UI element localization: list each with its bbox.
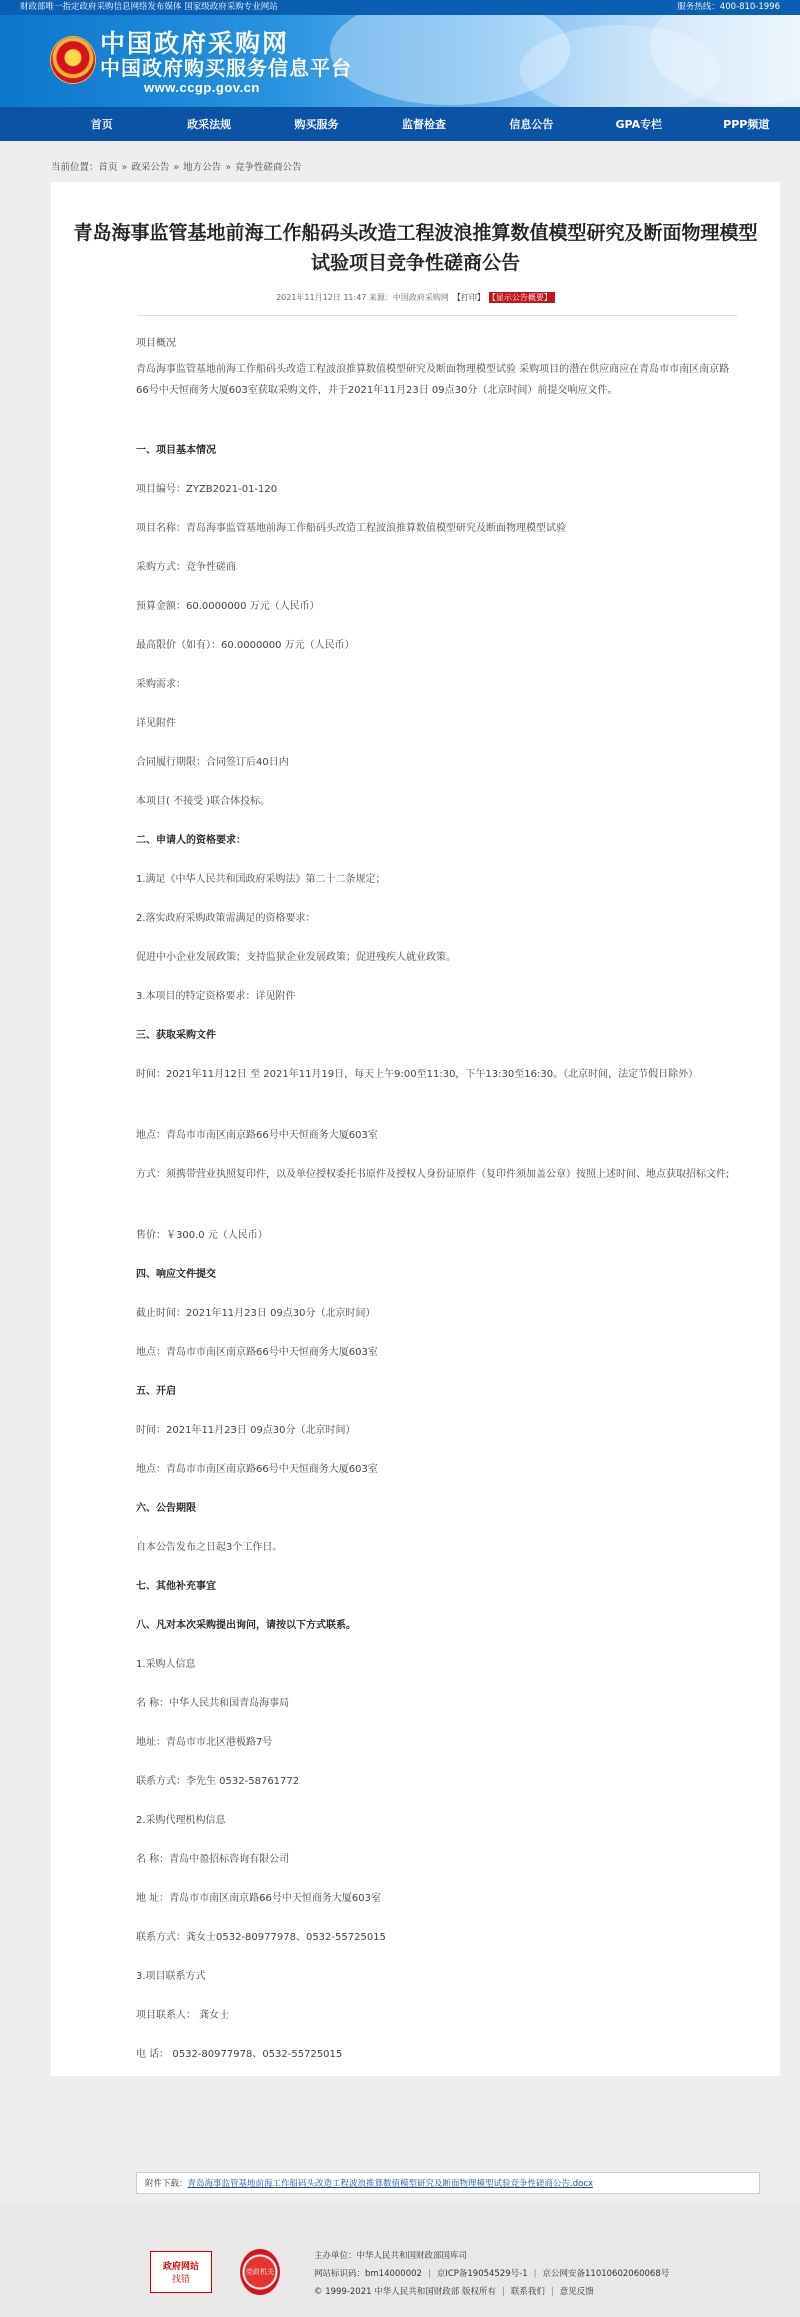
section-heading: 六、公告期限	[136, 1503, 196, 1514]
icp-link[interactable]: 京ICP备19054529号-1	[436, 2269, 528, 2279]
para: 名 称：中华人民共和国青岛海事局	[136, 1698, 290, 1709]
publish-info: 2021年11月12日 11:47 来源：中国政府采购网	[276, 293, 449, 302]
national-emblem-icon	[51, 37, 95, 83]
para: 售价：￥300.0 元（人民币）	[136, 1230, 268, 1241]
para: 1.满足《中华人民共和国政府采购法》第二十二条规定；	[136, 874, 386, 885]
feedback-link[interactable]: 意见反馈	[559, 2287, 594, 2297]
section-heading: 三、获取采购文件	[136, 1030, 216, 1041]
divider	[137, 315, 737, 316]
section-heading: 七、其他补充事宜	[136, 1581, 216, 1592]
attachment-box	[136, 2172, 760, 2194]
article-title: 青岛海事监管基地前海工作船码头改造工程波浪推算数值模型研究及断面物理模型 试验项目竞争性磋商公告	[73, 222, 758, 274]
nav-supervision[interactable]: 监督检查	[401, 118, 446, 131]
attachment-label: 附件下载：	[145, 2179, 188, 2189]
para: 自本公告发布之日起3个工作日。	[136, 1542, 283, 1553]
para: 项目编号：ZYZB2021-01-120	[136, 484, 278, 495]
para: 项目名称：青岛海事监管基地前海工作船码头改造工程波浪推算数值模型研究及断面物理模型试验	[136, 523, 566, 534]
para: 名 称：青岛中盈招标咨询有限公司	[136, 1854, 290, 1865]
para: 时间：2021年11月23日 09点30分（北京时间）	[136, 1425, 356, 1436]
para: 方式：须携带营业执照复印件，以及单位授权委托书原件及授权人身份证原件（复印件须加盖公章）按照上述时间、地点获取招标文件;	[136, 1169, 730, 1180]
para: 项目联系人： 龚女士	[136, 2010, 230, 2021]
section-heading: 四、响应文件提交	[136, 1269, 216, 1280]
breadcrumb-home[interactable]: 首页	[98, 162, 118, 173]
show-summary-button[interactable]: 【显示公告概要】	[489, 292, 555, 303]
para-intro: 青岛海事监管基地前海工作船码头改造工程波浪推算数值模型研究及断面物理模型试验 采购项目的潜在供应商应在青岛市市南区南京路66号中天恒商务大厦603室获取采购文件，并于2021年11月23日 09点30分（北京时间）前提交响应文件。	[136, 364, 730, 396]
footer-ids: 网站标识码：bm14000002 | 京ICP备19054529号-1 | 京公网安备11010602060068号	[314, 2269, 670, 2279]
nav-home[interactable]: 首页	[90, 118, 113, 131]
section-heading: 二、申请人的资格要求：	[136, 835, 246, 846]
para: 2.采购代理机构信息	[136, 1815, 226, 1826]
para: 地点：青岛市市南区南京路66号中天恒商务大厦603室	[136, 1130, 378, 1141]
section-heading: 一、项目基本情况	[136, 445, 216, 456]
para: 地点：青岛市市南区南京路66号中天恒商务大厦603室	[136, 1347, 378, 1358]
page-footer	[0, 2205, 800, 2317]
breadcrumb: 当前位置：首页 » 政采公告 » 地方公告 » 竞争性磋商公告	[51, 162, 302, 173]
site-url: www.ccgp.gov.cn	[144, 80, 260, 95]
top-slogan: 财政部唯一指定政府采购信息网络发布媒体 国家级政府采购专业网站	[20, 2, 278, 12]
nav-regulations[interactable]: 政采法规	[187, 118, 232, 131]
para: 采购需求：	[136, 679, 186, 690]
breadcrumb-announcements[interactable]: 政采公告	[131, 162, 170, 173]
para: 1.采购人信息	[136, 1659, 196, 1670]
footer-host: 主办单位：中华人民共和国财政部国库司	[314, 2251, 468, 2261]
breadcrumb-prefix: 当前位置：	[51, 162, 99, 173]
para: 预算金额：60.0000000 万元（人民币）	[136, 601, 320, 612]
para: 地点：青岛市市南区南京路66号中天恒商务大厦603室	[136, 1464, 378, 1475]
police-link[interactable]: 京公网安备11010602060068号	[542, 2269, 670, 2279]
main-nav	[0, 107, 800, 141]
section-heading: 五、开启	[136, 1386, 176, 1397]
para: 联系方式：龚女士0532-80977978、0532-55725015	[136, 1932, 386, 1943]
site-title: 中国政府采购网	[100, 29, 290, 58]
para: 截止时间：2021年11月23日 09点30分（北京时间）	[136, 1308, 376, 1319]
para: 联系方式：李先生 0532-58761772	[136, 1776, 300, 1787]
para: 3.项目联系方式	[136, 1971, 206, 1982]
para: 地址：青岛市市北区港极路7号	[136, 1737, 273, 1748]
para: 电 话： 0532-80977978、0532-55725015	[136, 2049, 343, 2060]
hotline: 服务热线：400-810-1996	[677, 2, 780, 12]
para: 时间：2021年11月12日 至 2021年11月19日，每天上午9:00至11:30，下午13:30至16:30。（北京时间，法定节假日除外）	[136, 1069, 699, 1080]
breadcrumb-local[interactable]: 地方公告	[183, 162, 222, 173]
nav-gpa[interactable]: GPA专栏	[615, 118, 663, 131]
breadcrumb-current[interactable]: 竞争性磋商公告	[235, 162, 302, 173]
article-card	[51, 182, 780, 2189]
para: 最高限价（如有）：60.0000000 万元（人民币）	[136, 640, 355, 651]
para-overview: 项目概况	[136, 338, 176, 349]
section-heading: 八、凡对本次采购提出询问，请按以下方式联系。	[136, 1620, 356, 1631]
site-subtitle: 中国政府购买服务信息平台	[100, 56, 352, 80]
para: 地 址：青岛市市南区南京路66号中天恒商务大厦603室	[136, 1893, 381, 1904]
gov-site-error-badge[interactable]: 政府网站 找错	[150, 2251, 212, 2293]
contact-link[interactable]: 联系我们	[510, 2287, 545, 2297]
nav-announcements[interactable]: 信息公告	[509, 118, 554, 131]
print-button[interactable]: 【打印】	[452, 293, 485, 302]
para: 3.本项目的特定资格要求：详见附件	[136, 991, 296, 1002]
para: 详见附件	[136, 718, 176, 729]
para: 本项目( 不接受 )联合体投标。	[136, 796, 271, 807]
nav-ppp[interactable]: PPP频道	[723, 118, 770, 131]
para: 2.落实政府采购政策需满足的资格要求：	[136, 913, 316, 924]
site-banner	[0, 15, 800, 107]
para: 合同履行期限：合同签订后40日内	[136, 757, 289, 768]
attachment-link[interactable]: 青岛海事监管基地前海工作船码头改造工程波浪推算数值模型研究及断面物理模型试验竞争性磋商公告.docx	[187, 2179, 594, 2189]
top-info-bar	[0, 0, 800, 15]
nav-purchase-services[interactable]: 购买服务	[294, 118, 339, 131]
site-logo[interactable]	[100, 31, 352, 95]
para: 促进中小企业发展政策；支持监狱企业发展政策；促进残疾人就业政策。	[136, 952, 456, 963]
footer-copyright: © 1999-2021 中华人民共和国财政部 版权所有 | 联系我们 | 意见反馈	[314, 2287, 594, 2297]
footer-info	[314, 2247, 669, 2301]
para: 采购方式：竞争性磋商	[136, 562, 236, 573]
party-gov-badge-icon[interactable]: 党政机关	[240, 2249, 280, 2295]
article-meta	[51, 292, 780, 303]
